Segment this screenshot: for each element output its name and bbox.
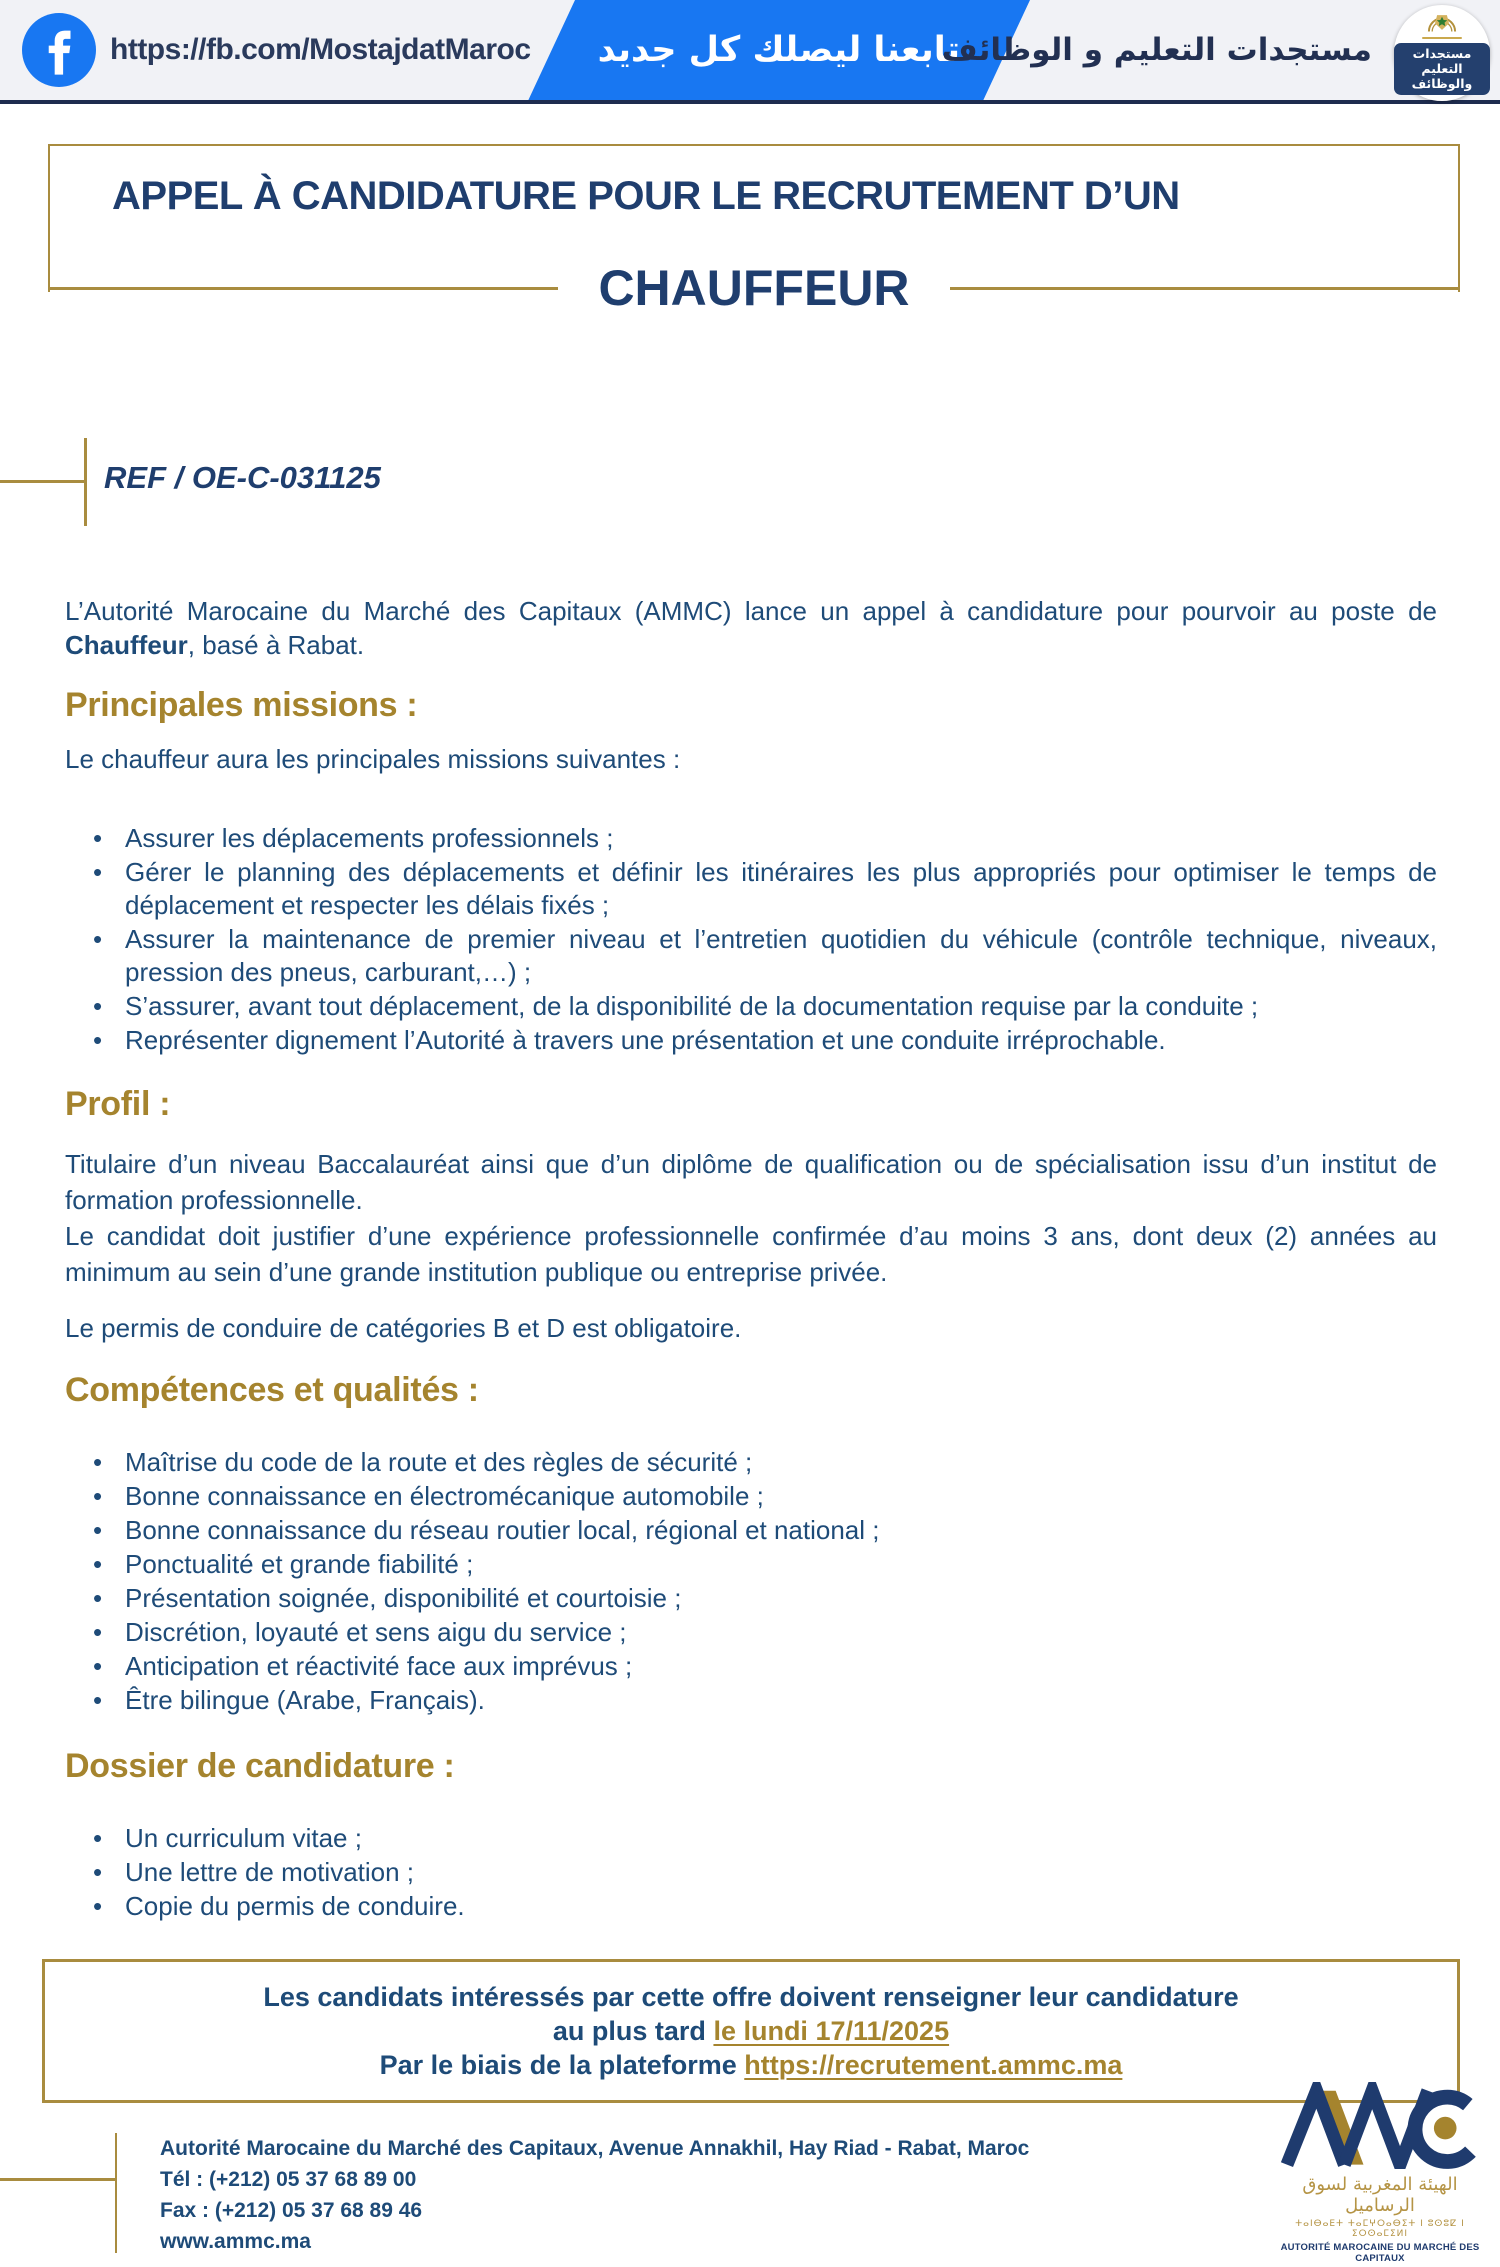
- intro-paragraph: [65, 594, 1437, 662]
- ammc-logo: [1266, 2082, 1494, 2264]
- cta-line-1: Les candidats intéressés par cette offre doivent renseigner leur candidature: [263, 1982, 1239, 2012]
- platform-link[interactable]: https://recrutement.ammc.ma: [744, 2050, 1123, 2080]
- document-body: [0, 594, 1500, 1923]
- badge-caption-line2: والوظائف: [1411, 76, 1473, 91]
- badge-caption: [1394, 43, 1490, 95]
- list-item: • Anticipation et réactivité face aux imprévus ;: [65, 1650, 1437, 1683]
- intro-text-before: L’Autorité Marocaine du Marché des Capitaux (AMMC) lance un appel à candidature pour pourvoir au poste de: [65, 596, 1437, 626]
- follow-banner-text: تابعنا ليصلك كل جديد: [597, 30, 961, 70]
- job-title: CHAUFFEUR: [598, 260, 910, 316]
- missions-list: [65, 822, 1437, 1057]
- footer-decoration-horizontal: [0, 2178, 116, 2181]
- title-box: [48, 144, 1460, 316]
- list-item: • Bonne connaissance du réseau routier local, régional et national ;: [65, 1514, 1437, 1547]
- cta-line3-prefix: Par le biais de la plateforme: [379, 2050, 745, 2080]
- missions-heading: Principales missions :: [65, 686, 418, 724]
- list-item: • Une lettre de motivation ;: [65, 1856, 1437, 1889]
- competences-list: [65, 1446, 1437, 1717]
- intro-job-bold: Chauffeur: [65, 630, 188, 660]
- footer-website[interactable]: www.ammc.ma: [160, 2230, 311, 2253]
- profil-paragraph: Titulaire d’un niveau Baccalauréat ainsi que d’un diplôme de qualification ou de spécialisation issu d’un institut de formation professionnelle.: [65, 1149, 1437, 1215]
- list-item: • Représenter dignement l’Autorité à travers une présentation et une conduite irréprochable.: [65, 1024, 1437, 1057]
- title-bottom-row: [48, 259, 1460, 317]
- brand-arabic-text: مستجدات التعليم و الوظائف: [941, 32, 1372, 68]
- intro-text-after: , basé à Rabat.: [187, 630, 365, 660]
- list-item: • Présentation soignée, disponibilité et courtoisie ;: [65, 1582, 1437, 1615]
- footer-tel: Tél : (+212) 05 37 68 89 00: [160, 2168, 417, 2191]
- list-item: • Assurer les déplacements professionnels ;: [65, 822, 1437, 855]
- list-item: • Ponctualité et grande fiabilité ;: [65, 1548, 1437, 1581]
- competences-heading: Compétences et qualités :: [65, 1371, 479, 1409]
- profil-paragraph: Le candidat doit justifier d’une expérience professionnelle confirmée d’au moins 3 ans, dont deux (2) années au minimum au sein d’une grande institution publique ou entreprise privée.: [65, 1221, 1437, 1287]
- ammc-logo-arabic: الهيئة المغربية لسوق الرساميل: [1302, 2174, 1458, 2216]
- badge-decoration-line: [1422, 37, 1462, 39]
- dossier-list: [65, 1822, 1437, 1923]
- list-item: • Être bilingue (Arabe, Français).: [65, 1684, 1437, 1717]
- badge-caption-line1: مستجدات التعليم: [1412, 46, 1472, 76]
- cta-line-3: [75, 2048, 1427, 2082]
- site-badge: [1394, 5, 1490, 101]
- footer-address: Autorité Marocaine du Marché des Capitaux, Avenue Annakhil, Hay Riad - Rabat, Maroc: [160, 2137, 1030, 2160]
- missions-lead: Le chauffeur aura les principales missions suivantes :: [65, 744, 681, 774]
- cta-box: [42, 1959, 1460, 2103]
- list-item: • Copie du permis de conduire.: [65, 1890, 1437, 1923]
- list-item: • Gérer le planning des déplacements et définir les itinéraires les plus appropriés pour optimiser le temps de déplacement et respecter les délais fixés ;: [65, 856, 1437, 922]
- reference-decoration-vertical: [84, 438, 87, 526]
- dossier-heading: Dossier de candidature :: [65, 1747, 455, 1785]
- gold-divider-right: [950, 287, 1460, 290]
- gold-divider-left: [48, 287, 558, 290]
- list-item: • Bonne connaissance en électromécanique automobile ;: [65, 1480, 1437, 1513]
- cta-line-2: [75, 2014, 1427, 2048]
- list-item: • S’assurer, avant tout déplacement, de la disponibilité de la documentation requise par la conduite ;: [65, 990, 1437, 1023]
- facebook-link[interactable]: [22, 13, 531, 87]
- list-item: • Maîtrise du code de la route et des règles de sécurité ;: [65, 1446, 1437, 1479]
- footer-fax: Fax : (+212) 05 37 68 89 46: [160, 2199, 423, 2222]
- deadline-link[interactable]: le lundi 17/11/2025: [713, 2016, 950, 2046]
- header-bar: [0, 0, 1500, 104]
- list-item: • Discrétion, loyauté et sens aigu du service ;: [65, 1616, 1437, 1649]
- facebook-url-text[interactable]: https://fb.com/MostajdatMaroc: [110, 33, 531, 66]
- profil-note: Le permis de conduire de catégories B et D est obligatoire.: [65, 1313, 742, 1343]
- reference-decoration-horizontal: [0, 480, 84, 483]
- facebook-icon[interactable]: [22, 13, 96, 87]
- reference-code: REF / OE-C-031125: [104, 460, 381, 495]
- ammc-logo-caption: AUTORITÉ MAROCAINE DU MARCHÉ DES CAPITAUX: [1280, 2242, 1480, 2264]
- list-item: • Assurer la maintenance de premier niveau et l’entretien quotidien du véhicule (contrôle technique, niveaux, pression des pneus, carburant,…) ;: [65, 923, 1437, 989]
- page-title: APPEL À CANDIDATURE POUR LE RECRUTEMENT D’UN: [112, 174, 1180, 218]
- reference-row: [0, 438, 1500, 530]
- ammc-logo-mark-icon: [1280, 2082, 1480, 2169]
- list-item: • Un curriculum vitae ;: [65, 1822, 1437, 1855]
- profil-heading: Profil :: [65, 1085, 171, 1123]
- cta-line2-prefix: au plus tard: [552, 2016, 714, 2046]
- morocco-emblem-icon: [1424, 10, 1460, 35]
- footer-decoration-vertical: [115, 2133, 117, 2253]
- ammc-logo-tifinagh: ⵜⴰⵏⴱⴰⴹⵜ ⵜⴰⵎⵖⵔⴰⴱⵉⵜ ⵏ ⵓⵙⵓⵇ ⵏ ⵉⵔⵙⴰⵎⵉⵍⵏ: [1295, 2219, 1465, 2239]
